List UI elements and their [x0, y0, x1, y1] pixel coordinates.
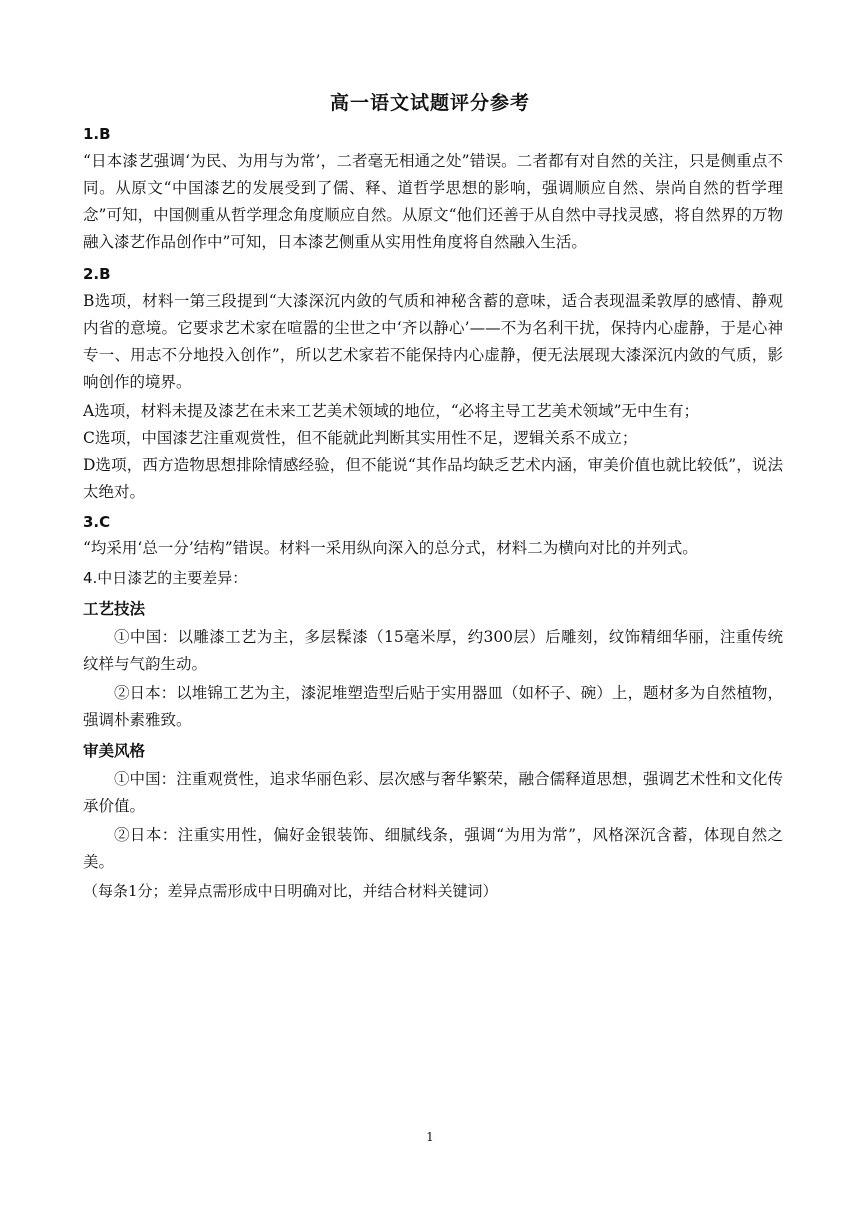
answer-body	[83, 120, 783, 905]
style-japan-point: ②日本：注重实用性，偏好金银装饰、细腻线条，强调“为用为常”，风格深沉含蓄，体现自然之美。	[83, 826, 783, 871]
craft-technique-heading: 工艺技法	[83, 600, 146, 618]
question-3-label: 3.C	[83, 513, 111, 531]
craft-japan-point: ②日本：以堆锦工艺为主，漆泥堆塑造型后贴于实用器皿（如杯子、碗）上，题材多为自然植物，强调朴素雅致。	[83, 684, 783, 729]
page-title: 高一语文试题评分参考	[329, 92, 530, 114]
question-4-label: 4.中日漆艺的主要差异：	[83, 569, 248, 587]
question-3-explanation: “均采用‘总一分’结构”错误。材料一采用纵向深入的总分式，材料二为横向对比的并列式。	[83, 539, 698, 557]
scoring-note: （每条1分；差异点需形成中日明确对比，并结合材料关键词）	[83, 882, 498, 900]
question-2-option-d: D选项，西方造物思想排除情感经验，但不能说“其作品均缺乏艺术内涵，审美价值也就比较低”，说法太绝对。	[83, 456, 783, 501]
craft-china-point: ①中国：以雕漆工艺为主，多层髹漆（15毫米厚，约300层）后雕刻，纹饰精细华丽，注重传统纹样与气韵生动。	[83, 628, 783, 673]
question-2-option-b: B选项，材料一第三段提到“大漆深沉内敛的气质和神秘含蓄的意味，适合表现温柔敦厚的感情、静观内省的意境。它要求艺术家在喧嚣的尘世之中‘齐以静心’——不为名利干扰，保持内心虚静，于是心神专一、用志不分地投入创作”，所以艺术家若不能保持内心虚静，便无法展现大漆深沉内敛的气质，影响创作的境界。	[83, 292, 783, 391]
question-2-label: 2.B	[83, 265, 111, 283]
page-number: 1	[426, 1130, 434, 1144]
question-1-label: 1.B	[83, 125, 111, 143]
question-2-option-a: A选项，材料未提及漆艺在未来工艺美术领域的地位，“必将主导工艺美术领域”无中生有；	[83, 402, 700, 420]
question-1-explanation: “日本漆艺强调‘为民、为用与为常’，二者毫无相通之处”错误。二者都有对自然的关注，只是侧重点不同。从原文“中国漆艺的发展受到了儒、释、道哲学思想的影响，强调顺应自然、崇尚自然的哲学理念”可知，中国侧重从哲学理念角度顺应自然。从原文“他们还善于从自然中寻找灵感，将自然界的万物融入漆艺作品创作中”可知，日本漆艺侧重从实用性角度将自然融入生活。	[83, 152, 783, 251]
style-china-point: ①中国：注重观赏性，追求华丽色彩、层次感与奢华繁荣，融合儒释道思想，强调艺术性和文化传承价值。	[83, 770, 783, 815]
aesthetic-style-heading: 审美风格	[83, 742, 146, 760]
question-2-option-c: C选项，中国漆艺注重观赏性，但不能就此判断其实用性不足，逻辑关系不成立；	[83, 429, 638, 447]
